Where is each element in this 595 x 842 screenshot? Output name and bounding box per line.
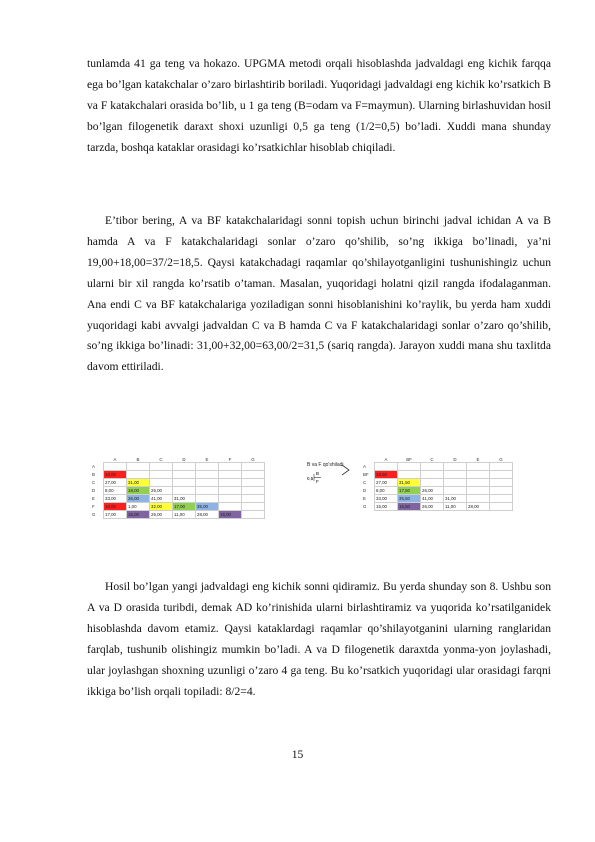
- table-cell: [398, 471, 421, 479]
- table-cell: 36,00: [127, 495, 150, 503]
- table-cell: 11,00: [444, 503, 467, 511]
- row-label: A: [363, 464, 366, 469]
- column-header: BF: [406, 456, 412, 462]
- table-cell: [196, 471, 219, 479]
- table-row: [362, 503, 513, 511]
- table-row: [362, 463, 513, 471]
- table-cell: 31,00: [173, 495, 196, 503]
- table-row: [91, 479, 265, 487]
- table-row: [362, 479, 513, 487]
- table-cell: [242, 471, 265, 479]
- table-cell: [444, 487, 467, 495]
- distance-matrix-after-merge: [362, 456, 513, 511]
- table-cell: 16,00: [127, 511, 150, 519]
- table-row: [91, 511, 265, 519]
- table-cell: [242, 503, 265, 511]
- table-cell: [219, 487, 242, 495]
- table-cell: 18,00: [104, 503, 127, 511]
- table-cell: [490, 503, 513, 511]
- table-cell: 18,00: [127, 487, 150, 495]
- row-label: B: [92, 472, 95, 477]
- column-header: C: [430, 456, 434, 462]
- table-cell: [173, 487, 196, 495]
- table-cell: [242, 463, 265, 471]
- table-cell: [398, 463, 421, 471]
- column-header: C: [159, 456, 163, 462]
- table-cell: 15,00: [219, 511, 242, 519]
- tree-label-f: F: [316, 479, 319, 484]
- table-cell: 26,00: [150, 511, 173, 519]
- row-label: E: [92, 496, 95, 501]
- table-cell: 11,00: [173, 511, 196, 519]
- table-cell: [444, 471, 467, 479]
- column-header: F: [228, 456, 232, 462]
- table-cell: 17,50: [398, 487, 421, 495]
- table-row: [91, 463, 265, 471]
- table-cell: 26,00: [421, 503, 444, 511]
- column-header: E: [476, 456, 480, 462]
- table-cell: [490, 471, 513, 479]
- table-cell: [196, 463, 219, 471]
- tree-label-b: B: [316, 471, 320, 476]
- row-label: A: [92, 464, 95, 469]
- row-label: C: [92, 480, 96, 485]
- table-cell: [375, 463, 398, 471]
- table-cell: [421, 479, 444, 487]
- table-cell: [150, 463, 173, 471]
- column-header: G: [251, 456, 255, 462]
- table-cell: [219, 463, 242, 471]
- table-row: [91, 471, 265, 479]
- table-cell: [467, 479, 490, 487]
- table-cell: [196, 495, 219, 503]
- table-cell: [219, 503, 242, 511]
- table-cell: [421, 463, 444, 471]
- table-cell: [467, 495, 490, 503]
- table-cell: 17,00: [104, 511, 127, 519]
- table-cell: 27,00: [375, 479, 398, 487]
- table-cell: 8,00: [375, 487, 398, 495]
- distance-matrix-figure: [91, 452, 547, 516]
- column-header: D: [182, 456, 186, 462]
- table-cell: 31,00: [127, 479, 150, 487]
- table-cell: [219, 471, 242, 479]
- table-cell: [219, 479, 242, 487]
- column-header: E: [205, 456, 209, 462]
- paragraph-1: tunlamda 41 ga teng va hokazo. UPGMA metodi orqali hisoblashda jadvaldagi eng kichik farqqa ega bo’lgan katakchalar o’zaro birlashtirib boriladi. Yuqoridagi jadvaldagi eng kichik ko’rsatkich B va F katakchalari orasida bo’lib, u 1 ga teng (B=odam va F=maymun). Ularning birlashuvidan hosil bo’lgan filogenetik daraxt shoxi uzunligi 0,5 ga teng (1/2=0,5) bo’ladi. Xuddi mana shunday tarzda, boshqa kataklar orasidagi ko’rsatkichlar hisoblab chiqiladi.: [87, 57, 551, 154]
- table-cell: [196, 479, 219, 487]
- table-cell: [421, 471, 444, 479]
- table-cell: [150, 471, 173, 479]
- table-cell: 18,50: [375, 471, 398, 479]
- table-cell: 33,00: [104, 495, 127, 503]
- tree-length-label: 0,5: [307, 476, 314, 481]
- table-cell: [444, 463, 467, 471]
- table-cell: [127, 463, 150, 471]
- table-cell: 26,00: [150, 487, 173, 495]
- table-cell: 35,00: [196, 503, 219, 511]
- table-cell: [444, 479, 467, 487]
- table-cell: [467, 487, 490, 495]
- row-label: G: [92, 512, 96, 517]
- table-cell: [104, 463, 127, 471]
- table-cell: [150, 479, 173, 487]
- table-cell: 33,00: [375, 495, 398, 503]
- table-cell: 41,00: [421, 495, 444, 503]
- column-header: G: [499, 456, 503, 462]
- distance-matrix-initial: [91, 456, 265, 519]
- row-label: E: [363, 496, 366, 501]
- table-cell: [467, 463, 490, 471]
- table-cell: 19,00: [104, 471, 127, 479]
- table-cell: [490, 495, 513, 503]
- table-cell: 28,00: [196, 511, 219, 519]
- table-cell: 31,00: [444, 495, 467, 503]
- merge-note: B va F qo'shiladi: [307, 462, 344, 468]
- row-label: D: [92, 488, 96, 493]
- table-cell: [173, 471, 196, 479]
- table-cell: 15,50: [398, 503, 421, 511]
- table-cell: [242, 495, 265, 503]
- table-cell: [127, 471, 150, 479]
- table-cell: 8,00: [104, 487, 127, 495]
- table-row: [91, 495, 265, 503]
- row-label: BF: [363, 472, 369, 477]
- table-row: [362, 495, 513, 503]
- page-number: 15: [291, 748, 304, 761]
- table-cell: [467, 471, 490, 479]
- table-cell: 41,00: [150, 495, 173, 503]
- row-label: D: [363, 488, 367, 493]
- table-cell: 27,00: [104, 479, 127, 487]
- arrow-right-icon: [341, 464, 351, 476]
- column-header: A: [113, 456, 117, 462]
- table-row: [362, 471, 513, 479]
- table-cell: [490, 479, 513, 487]
- paragraph-3: Hosil bo’lgan yangi jadvaldagi eng kichik sonni qidiramiz. Bu yerda shunday son 8. Ushbu son A va D orasida turibdi, demak AD ko’rinishida ularni birlashtiramiz va yuqorida ko’rsatilganidek hisoblashda davom etamiz. Qaysi kataklardagi raqamlar qo’shilayotganini ularning ranglaridan farqlab, tushunib olishingiz mumkin bo’ladi. A va D filogenetik daraxtda yonma-yon joylashadi, ular joylashgan shoxning uzunligi o’zaro 4 ga teng. Bu ko’rsatkich yuqoridagi ular orasidagi farqni ikkiga bo’lish orqali topiladi: 8/2=4.: [87, 580, 551, 698]
- table-cell: 15,00: [375, 503, 398, 511]
- table-cell: 28,00: [467, 503, 490, 511]
- table-cell: 26,00: [421, 487, 444, 495]
- table-cell: [490, 463, 513, 471]
- table-cell: [490, 487, 513, 495]
- table-row: [91, 503, 265, 511]
- table-cell: 17,00: [173, 503, 196, 511]
- table-cell: 1,00: [127, 503, 150, 511]
- column-header: A: [384, 456, 388, 462]
- paragraph-2: E’tibor bering, A va BF katakchalaridagi sonni topish uchun birinchi jadval ichidan A va B hamda A va F katakchalaridagi sonlar o’zaro qo’shilib, so’ng ikkiga bo’linadi, ya’ni 19,00+18,00=37/2=18,5. Qaysi katakchadagi raqamlar qo’shilayotganligini tushunishingiz uchun ularni bir xil rangda ko’rsatib o’taman. Masalan, yuqoridagi holatni qizil rangda ifodalaganman. Ana endi C va BF katakchalariga yoziladigan sonni hisoblanishini ko’raylik, bu yerda ham xuddi yuqoridagi kabi avvalgi jadvaldan C va B hamda C va F katakchalaridagi sonlar o’zaro qo’shilib, so’ng ikkiga bo’linadi: 31,00+32,00=63,00/2=31,5 (sariq rangda). Jarayon xuddi mana shu taxlitda davom ettiriladi.: [87, 214, 551, 374]
- table-cell: [173, 463, 196, 471]
- table-cell: [219, 495, 242, 503]
- row-label: F: [92, 504, 95, 509]
- table-cell: [242, 511, 265, 519]
- column-header: B: [136, 456, 140, 462]
- table-cell: [242, 487, 265, 495]
- table-cell: [173, 479, 196, 487]
- row-label: C: [363, 480, 367, 485]
- tree-fragment-bf: [307, 470, 337, 484]
- column-header: D: [453, 456, 457, 462]
- table-cell: [196, 487, 219, 495]
- row-label: G: [363, 504, 367, 509]
- table-row: [91, 487, 265, 495]
- table-row: [362, 487, 513, 495]
- table-cell: 32,00: [150, 503, 173, 511]
- table-cell: 31,50: [398, 479, 421, 487]
- table-cell: 35,50: [398, 495, 421, 503]
- table-cell: [242, 479, 265, 487]
